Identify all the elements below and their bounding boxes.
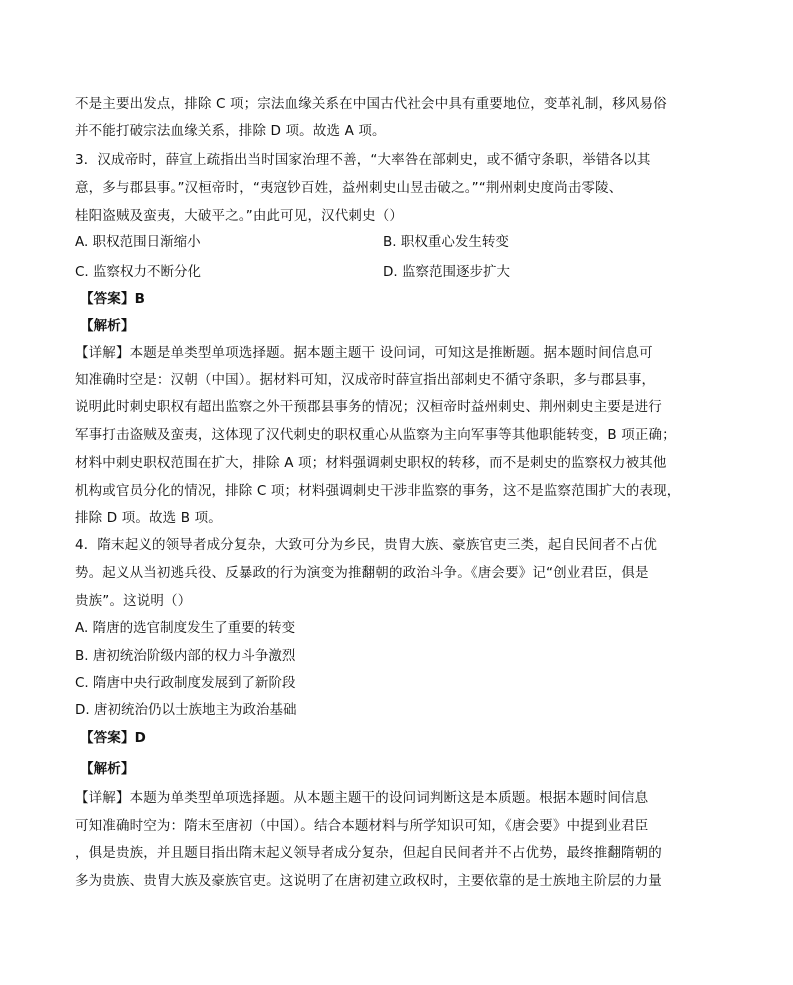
question-3-stem: 意，多与郡县事。”汉桓帝时，“夷寇钞百姓，益州刺史山昱击破之。”“荆州刺史度尚击零陵、 (75, 180, 623, 196)
question-4-stem: 贵族”。这说明（） (75, 593, 192, 609)
answer-label: 【答案】D (80, 730, 146, 746)
analysis-label: 【解析】 (80, 761, 135, 777)
option-d: D. 监察范围逐步扩大 (383, 264, 510, 280)
analysis-text: 多为贵族、贵胄大族及豪族官吏。这说明了在唐初建立政权时，主要依靠的是士族地主阶层的力量 (75, 873, 662, 889)
option-c: C. 隋唐中央行政制度发展到了新阶段 (75, 675, 296, 691)
option-b: B. 唐初统治阶级内部的权力斗争激烈 (75, 648, 296, 664)
analysis-text: 军事打击盗贼及蛮夷，这体现了汉代刺史的职权重心从监察为主向军事等其他职能转变，B 项正确； (75, 427, 676, 443)
analysis-text: 知准确时空是：汉朝（中国）。据材料可知，汉成帝时薛宣指出部刺史不循守条职，多与郡县事， (75, 372, 656, 388)
analysis-text: 可知准确时空为：隋末至唐初（中国）。结合本题材料与所学知识可知，《唐会要》中提到业君臣 (75, 818, 649, 834)
option-a: A. 隋唐的选官制度发生了重要的转变 (75, 620, 296, 636)
text-line: 不是主要出发点，排除 C 项；宗法血缘关系在中国古代社会中具有重要地位，变革礼制，移风易俗 (75, 96, 667, 112)
analysis-label: 【解析】 (80, 318, 135, 334)
analysis-text: 排除 D 项。故选 B 项。 (75, 510, 222, 526)
analysis-text: 【详解】本题为单类型单项选择题。从本题主题干的设问词判断这是本质题。根据本题时间信息 (75, 790, 649, 806)
analysis-text: ，俱是贵族，并且题目指出隋末起义领导者成分复杂，但起自民间者并不占优势，最终推翻隋朝的 (75, 845, 662, 861)
option-d: D. 唐初统治仍以士族地主为政治基础 (75, 702, 297, 718)
analysis-text: 材料中刺史职权范围在扩大，排除 A 项；材料强调刺史职权的转移，而不是刺史的监察权力被其他 (75, 455, 667, 471)
option-c: C. 监察权力不断分化 (75, 264, 202, 280)
text-line: 并不能打破宗法血缘关系，排除 D 项。故选 A 项。 (75, 123, 386, 139)
question-4-stem: 4．隋末起义的领导者成分复杂，大致可分为乡民，贵胄大族、豪族官吏三类，起自民间者不占优 (75, 537, 658, 553)
answer-label: 【答案】B (80, 291, 146, 307)
analysis-text: 【详解】本题是单类型单项选择题。据本题主题干 设问词，可知这是推断题。据本题时间信息可 (75, 345, 653, 361)
option-b: B. 职权重心发生转变 (383, 234, 509, 250)
analysis-text: 机构或官员分化的情况，排除 C 项；材料强调刺史干涉非监察的事务，这不是监察范围扩大的表现， (75, 483, 681, 499)
question-3-stem: 桂阳盗贼及蛮夷，大破平之。”由此可见，汉代刺史（） (75, 208, 403, 224)
question-4-stem: 势。起义从当初逃兵役、反暴政的行为演变为推翻朝的政治斗争。《唐会要》记“创业君臣，俱是 (75, 565, 649, 581)
option-a: A. 职权范围日渐缩小 (75, 234, 201, 250)
question-3-stem: 3．汉成帝时，薛宣上疏指出当时国家治理不善，“大率咎在部刺史，或不循守条职，举错各以其 (75, 152, 651, 168)
analysis-text: 说明此时刺史职权有超出监察之外干预郡县事务的情况；汉桓帝时益州刺史、荆州刺史主要是进行 (75, 399, 662, 415)
